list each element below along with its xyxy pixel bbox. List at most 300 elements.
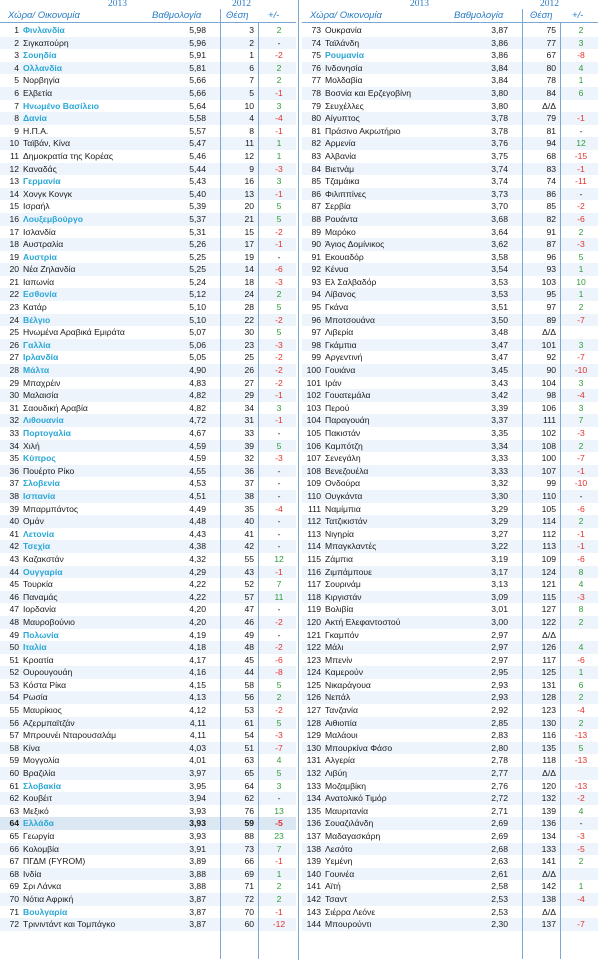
table-row — [302, 578, 598, 591]
change-cell: - — [277, 478, 281, 489]
country-name: Τανζανία — [325, 705, 358, 716]
rank-cell: 69 — [9, 881, 19, 892]
rank-cell: 89 — [311, 226, 321, 237]
prev-position-cell: 5 — [249, 87, 254, 98]
country-name: Αίγυπτος — [325, 113, 360, 124]
change-cell: - — [579, 490, 583, 501]
table-row — [0, 679, 296, 692]
change-cell: 2 — [276, 289, 282, 300]
prev-position-cell: 89 — [546, 314, 556, 325]
country-name: Κροατία — [23, 654, 54, 665]
rank-cell: 70 — [9, 893, 19, 904]
table-row — [0, 540, 296, 553]
country-name: Νορβηγία — [23, 75, 60, 86]
prev-position-cell: 128 — [541, 692, 556, 703]
prev-position-cell: 7 — [249, 75, 254, 86]
country-name: Αρμενία — [325, 138, 356, 149]
table-row — [0, 389, 296, 402]
country-name: Μεξικό — [23, 805, 49, 816]
rank-cell: 59 — [9, 755, 19, 766]
rank-cell: 100 — [306, 365, 321, 376]
prev-position-cell: Δ/Δ — [542, 629, 556, 640]
score-cell: 4,59 — [189, 440, 206, 451]
table-row — [0, 880, 296, 893]
table-row — [302, 490, 598, 503]
prev-position-cell: 74 — [546, 176, 556, 187]
prev-position-cell: 21 — [244, 213, 254, 224]
country-name: Σουρινάμ — [325, 579, 361, 590]
score-cell: 3,94 — [189, 793, 206, 804]
score-cell: 3,80 — [491, 100, 508, 111]
rank-cell: 18 — [9, 239, 19, 250]
rank-cell: 126 — [306, 692, 321, 703]
prev-position-cell: 40 — [244, 516, 254, 527]
country-name: Υεμένη — [325, 856, 353, 867]
change-cell: 4 — [276, 755, 282, 766]
rank-cell: 56 — [9, 717, 19, 728]
table-row — [302, 792, 598, 805]
country-name: Βενεζουέλα — [325, 465, 369, 476]
change-cell: - — [579, 818, 583, 829]
prev-position-cell: 65 — [244, 768, 254, 779]
rank-cell: 53 — [9, 679, 19, 690]
change-cell: 6 — [578, 679, 584, 690]
change-cell: -6 — [275, 264, 283, 275]
prev-position-cell: Δ/Δ — [542, 906, 556, 917]
country-name: Κίνα — [23, 742, 40, 753]
change-cell: 5 — [276, 717, 282, 728]
score-cell: 3,78 — [491, 113, 508, 124]
country-name: ΠΓΔΜ (FYROM) — [23, 856, 86, 867]
score-cell: 4,18 — [189, 642, 206, 653]
score-cell: 3,75 — [491, 150, 508, 161]
rank-cell: 86 — [311, 188, 321, 199]
table-row — [302, 351, 598, 364]
score-cell: 3,73 — [491, 188, 508, 199]
change-cell: -7 — [577, 453, 585, 464]
country-name: Μποτσουάνα — [325, 314, 375, 325]
change-cell: - — [277, 465, 281, 476]
rank-cell: 22 — [9, 289, 19, 300]
rank-cell: 104 — [306, 415, 321, 426]
year-2012-right: 2012 — [540, 0, 559, 9]
country-name: Γκαμπόν — [325, 629, 359, 640]
table-row — [302, 880, 598, 893]
score-cell: 5,47 — [189, 138, 206, 149]
prev-position-cell: 135 — [541, 742, 556, 753]
prev-position-cell: 4 — [249, 113, 254, 124]
score-cell: 3,00 — [491, 616, 508, 627]
separator-position-left — [220, 9, 221, 959]
rank-cell: 32 — [9, 415, 19, 426]
score-cell: 3,51 — [491, 302, 508, 313]
table-row — [0, 62, 296, 75]
rank-cell: 81 — [311, 125, 321, 136]
change-cell: 5 — [276, 302, 282, 313]
rank-cell: 127 — [306, 705, 321, 716]
prev-position-cell: 28 — [244, 302, 254, 313]
change-cell: -1 — [275, 856, 283, 867]
prev-position-cell: 61 — [244, 717, 254, 728]
change-cell: -12 — [272, 919, 286, 930]
score-cell: 5,96 — [189, 37, 206, 48]
score-cell: 4,13 — [189, 692, 206, 703]
rank-cell: 75 — [311, 50, 321, 61]
change-cell: -5 — [577, 843, 585, 854]
table-row — [0, 251, 296, 264]
rank-cell: 4 — [14, 62, 19, 73]
score-cell: 3,88 — [189, 881, 206, 892]
table-row — [302, 780, 598, 793]
prev-position-cell: 57 — [244, 591, 254, 602]
change-cell: 3 — [276, 402, 282, 413]
prev-position-cell: 43 — [244, 566, 254, 577]
score-cell: 3,93 — [189, 831, 206, 841]
prev-position-cell: 106 — [541, 402, 556, 413]
change-cell: 4 — [578, 62, 584, 73]
table-row — [0, 704, 296, 717]
prev-position-cell: 131 — [541, 679, 556, 690]
table-row — [302, 528, 598, 541]
table-row — [0, 553, 296, 566]
score-cell: 3,89 — [189, 856, 206, 867]
table-row — [302, 188, 598, 201]
rank-cell: 140 — [306, 868, 321, 879]
score-cell: 2,69 — [491, 818, 508, 829]
prev-position-cell: 51 — [244, 742, 254, 753]
table-row — [0, 112, 296, 125]
prev-position-cell: 139 — [541, 805, 556, 816]
country-name: Ρουάντα — [325, 213, 358, 224]
change-cell: 5 — [276, 679, 282, 690]
table-row — [302, 100, 598, 113]
rank-cell: 34 — [9, 440, 19, 451]
rank-cell: 16 — [9, 213, 19, 224]
change-cell: 7 — [276, 579, 282, 590]
country-name: Βέλγιο — [23, 314, 51, 325]
rank-cell: 62 — [9, 793, 19, 804]
prev-position-cell: 1 — [249, 50, 254, 61]
table-row — [0, 238, 296, 251]
country-name: Δημοκρατία της Κορέας — [23, 150, 114, 161]
change-cell: 2 — [578, 302, 584, 313]
country-name: Τσαντ — [325, 893, 348, 904]
change-cell: -3 — [577, 428, 585, 438]
change-cell: 3 — [578, 377, 584, 388]
change-cell: 2 — [578, 226, 584, 237]
change-cell: -2 — [275, 365, 283, 376]
prev-position-cell: 110 — [542, 490, 556, 501]
prev-position-cell: 115 — [542, 591, 556, 602]
table-row — [302, 805, 598, 818]
score-cell: 3,45 — [491, 365, 508, 376]
country-name: Μογγολία — [23, 755, 60, 766]
prev-position-cell: 104 — [541, 377, 556, 388]
score-cell: 5,31 — [189, 226, 206, 237]
table-row — [302, 855, 598, 868]
score-cell: 3,62 — [491, 239, 508, 250]
change-cell: 6 — [578, 87, 584, 98]
country-name: Ομάν — [23, 516, 44, 527]
change-cell: 5 — [578, 742, 584, 753]
prev-position-cell: Δ/Δ — [542, 768, 556, 779]
score-cell: 3,93 — [189, 805, 206, 816]
rank-cell: 64 — [9, 818, 19, 829]
country-name: Γουινέα — [325, 868, 355, 879]
change-cell: -4 — [275, 503, 283, 514]
country-name: Μολδαβία — [325, 75, 363, 86]
table-row — [0, 276, 296, 289]
table-row — [302, 767, 598, 780]
rank-cell: 7 — [14, 100, 19, 111]
rank-cell: 60 — [9, 768, 19, 779]
table-row — [302, 654, 598, 667]
change-cell: 5 — [276, 440, 282, 451]
change-cell: -1 — [275, 415, 283, 426]
table-row — [0, 717, 296, 730]
rank-cell: 144 — [306, 919, 321, 930]
table-row — [302, 326, 598, 339]
country-name: Μπρουνέι Νταρουσαλάμ — [23, 730, 117, 741]
prev-position-cell: 72 — [244, 893, 254, 904]
rank-cell: 137 — [306, 831, 321, 841]
score-cell: 3,22 — [491, 541, 508, 552]
change-cell: 1 — [578, 667, 584, 678]
country-name: Βουλγαρία — [23, 906, 68, 917]
country-name: Χιλή — [23, 440, 40, 451]
table-row — [0, 364, 296, 377]
rank-cell: 17 — [9, 226, 19, 237]
rank-cell: 65 — [9, 831, 19, 841]
header-divider-left — [0, 22, 296, 23]
prev-position-cell: 59 — [244, 818, 254, 829]
change-cell: 2 — [578, 25, 584, 35]
rank-cell: 82 — [311, 138, 321, 149]
rank-cell: 73 — [311, 25, 321, 35]
prev-position-cell: 34 — [244, 402, 254, 413]
country-name: Σιέρρα Λεόνε — [325, 906, 376, 917]
score-cell: 2,30 — [491, 919, 508, 930]
prev-position-cell: 80 — [546, 62, 556, 73]
country-name: Ιαπωνία — [23, 276, 55, 287]
table-row — [302, 830, 598, 843]
prev-position-cell: 114 — [542, 516, 556, 527]
prev-position-cell: 45 — [244, 654, 254, 665]
score-cell: 3,64 — [491, 226, 508, 237]
score-cell: 5,25 — [189, 251, 206, 262]
change-cell: -4 — [577, 893, 585, 904]
country-name: Λιβύη — [325, 768, 348, 779]
prev-position-cell: 99 — [546, 478, 556, 489]
table-row — [0, 440, 296, 453]
score-cell: 3,19 — [491, 553, 508, 564]
rank-cell: 14 — [9, 188, 19, 199]
prev-position-cell: 14 — [244, 264, 254, 275]
table-row — [0, 74, 296, 87]
prev-position-cell: 17 — [244, 239, 254, 250]
prev-position-cell: 78 — [546, 75, 556, 86]
score-cell: 4,48 — [189, 516, 206, 527]
score-cell: 4,90 — [189, 365, 206, 376]
score-cell: 4,83 — [189, 377, 206, 388]
country-name: Κουβέιτ — [23, 793, 53, 804]
country-name: Τατζικιστάν — [325, 516, 368, 527]
change-cell: -3 — [577, 831, 585, 841]
score-cell: 2,93 — [491, 679, 508, 690]
rank-cell: 5 — [14, 75, 19, 86]
score-cell: 2,61 — [491, 868, 508, 879]
change-cell: -1 — [275, 390, 283, 401]
prev-position-cell: 86 — [546, 188, 556, 199]
country-name: Ιταλία — [23, 642, 47, 653]
country-name: Κένυα — [325, 264, 349, 275]
prev-position-cell: 76 — [244, 805, 254, 816]
table-row — [0, 490, 296, 503]
score-cell: 3,29 — [491, 516, 508, 527]
table-row — [302, 906, 598, 919]
rank-cell: 13 — [9, 176, 19, 187]
score-cell: 4,53 — [189, 478, 206, 489]
prev-position-cell: 96 — [546, 251, 556, 262]
change-cell: -13 — [574, 755, 588, 766]
score-cell: 2,93 — [491, 692, 508, 703]
rank-cell: 24 — [9, 314, 19, 325]
rank-cell: 133 — [306, 780, 321, 791]
change-cell: -4 — [577, 390, 585, 401]
table-row — [302, 603, 598, 616]
rank-cell: 78 — [311, 87, 321, 98]
change-cell: 1 — [578, 75, 584, 86]
score-cell: 5,91 — [189, 50, 206, 61]
table-row — [0, 24, 296, 37]
prev-position-cell: 141 — [541, 856, 556, 867]
prev-position-cell: 121 — [541, 579, 556, 590]
rank-cell: 97 — [311, 327, 321, 338]
rank-cell: 35 — [9, 453, 19, 464]
prev-position-cell: 2 — [249, 37, 254, 48]
country-name: Εκουαδόρ — [325, 251, 364, 262]
table-row — [302, 389, 598, 402]
country-name: Καμερούν — [325, 667, 364, 678]
country-name: Τσεχία — [23, 541, 51, 552]
score-cell: 3,47 — [491, 352, 508, 363]
score-cell: 3,34 — [491, 440, 508, 451]
prev-position-cell: 26 — [244, 365, 254, 376]
table-row — [0, 805, 296, 818]
country-name: Αυστρία — [23, 251, 57, 262]
country-name: Νικαράγουα — [325, 679, 371, 690]
score-cell: 3,91 — [189, 843, 206, 854]
prev-position-cell: 73 — [244, 843, 254, 854]
prev-position-cell: 81 — [546, 125, 556, 136]
country-name: Ουρουγουάη — [23, 667, 73, 678]
table-row — [0, 629, 296, 642]
rank-cell: 10 — [9, 138, 19, 149]
prev-position-cell: 46 — [244, 616, 254, 627]
score-cell: 4,20 — [189, 616, 206, 627]
rank-cell: 37 — [9, 478, 19, 489]
country-name: Ταϊβάν, Κίνα — [23, 138, 71, 149]
table-row — [302, 150, 598, 163]
prev-position-cell: 97 — [546, 302, 556, 313]
score-cell: 4,82 — [189, 402, 206, 413]
rank-cell: 120 — [306, 616, 321, 627]
rank-cell: 39 — [9, 503, 19, 514]
rank-cell: 116 — [307, 566, 321, 577]
change-cell: - — [277, 251, 281, 262]
rank-cell: 6 — [14, 87, 19, 98]
change-cell: 5 — [276, 201, 282, 212]
change-cell: -3 — [275, 730, 283, 741]
change-cell: 2 — [276, 25, 282, 35]
rank-cell: 99 — [311, 352, 321, 363]
rank-cell: 42 — [9, 541, 19, 552]
rank-cell: 79 — [311, 100, 321, 111]
prev-position-cell: 18 — [244, 276, 254, 287]
score-cell: 5,25 — [189, 264, 206, 275]
ranking-column-left — [0, 24, 296, 931]
table-row — [302, 74, 598, 87]
change-cell: 2 — [578, 856, 584, 867]
rank-cell: 72 — [9, 919, 19, 930]
score-cell: 3,87 — [491, 25, 508, 35]
table-row — [302, 666, 598, 679]
table-row — [302, 137, 598, 150]
score-cell: 2,97 — [491, 642, 508, 653]
table-row — [0, 666, 296, 679]
prev-position-cell: 11 — [245, 138, 254, 149]
change-cell: 3 — [276, 780, 282, 791]
change-cell: - — [277, 490, 281, 501]
prev-position-cell: 105 — [541, 503, 556, 514]
prev-position-cell: 107 — [541, 465, 556, 476]
country-name: Σλοβακία — [23, 780, 62, 791]
country-name: Νέα Ζηλανδία — [23, 264, 76, 275]
table-row — [0, 566, 296, 579]
table-row — [0, 792, 296, 805]
table-row — [0, 188, 296, 201]
country-name: Άγιος Δομίνικος — [325, 239, 385, 250]
rank-cell: 113 — [307, 528, 321, 539]
country-name: Αργεντινή — [325, 352, 363, 363]
country-name: Φινλανδία — [23, 25, 65, 35]
country-name: Ρουμανία — [325, 50, 364, 61]
change-cell: 2 — [276, 881, 282, 892]
prev-position-cell: 90 — [546, 365, 556, 376]
change-cell: -8 — [275, 667, 283, 678]
score-cell: 3,93 — [189, 818, 206, 829]
change-cell: 5 — [276, 327, 282, 338]
prev-position-cell: Δ/Δ — [542, 327, 556, 338]
prev-position-cell: 48 — [244, 642, 254, 653]
change-cell: 2 — [578, 717, 584, 728]
rank-cell: 96 — [311, 314, 321, 325]
table-row — [302, 427, 598, 440]
rank-cell: 138 — [306, 843, 321, 854]
country-name: Μπαρμπάντος — [23, 503, 79, 514]
change-cell: 12 — [274, 553, 284, 564]
country-name: Κατάρ — [23, 302, 47, 313]
table-row — [302, 200, 598, 213]
prev-position-cell: 22 — [244, 314, 254, 325]
table-row — [0, 377, 296, 390]
score-cell: 3,13 — [491, 579, 508, 590]
table-row — [302, 843, 598, 856]
country-name: Ελβετία — [23, 87, 53, 98]
prev-position-cell: 125 — [541, 667, 556, 678]
table-row — [302, 62, 598, 75]
country-name: Ταϊλάνδη — [325, 37, 360, 48]
